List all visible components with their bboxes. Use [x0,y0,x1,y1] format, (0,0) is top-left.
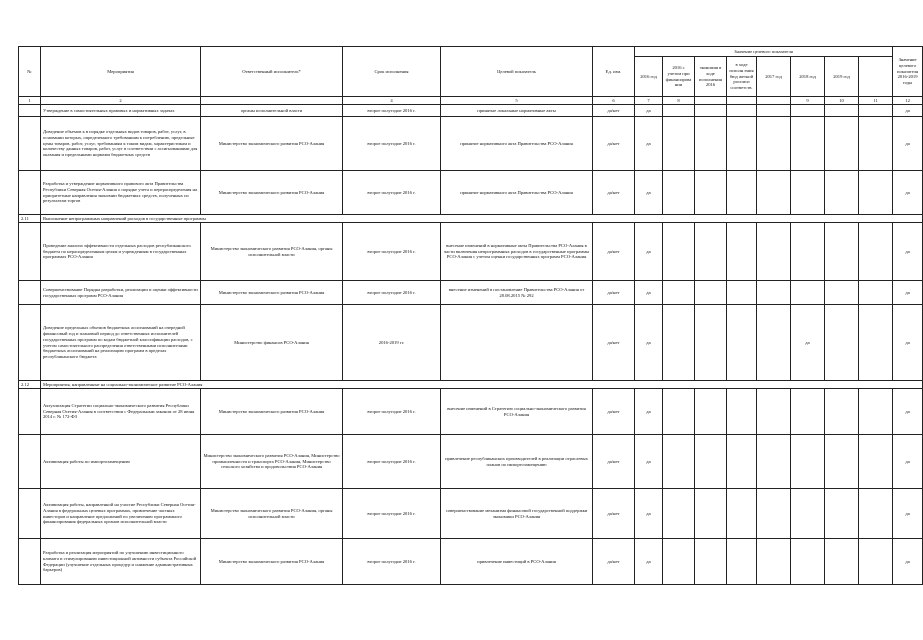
deadline-cell: второе полугодие 2016 г. [343,105,441,117]
activity-cell: Проведение анализа эффективности отдельных расходов республиканского бюджета по нераспределенным целям и учреждениям в государственных программах РСО-Алания [41,223,201,281]
value-2016-reference-cell [727,281,757,305]
header-2019: 2019 год [825,57,859,97]
value-extra-cell [859,389,893,435]
value-2016-cell: да [635,105,663,117]
value-2016-cell: да [635,489,663,539]
total-cell: да [893,489,923,539]
indicator-cell: внесение изменений в постановление Правительства РСО-Алания от 28.08.2015 № 292 [441,281,593,305]
unit-cell: да/нет [593,305,635,381]
total-cell: да [893,171,923,215]
activity-cell: Разработка и утверждение нормативного правового акта Правительства Республики Северная Осетия-Алания о порядке учета и перераспределения на приоритетные направления экономии бюджетных средств, полученных по результатам торгов [41,171,201,215]
value-2016-cell: да [635,435,663,489]
value-2018-cell [791,281,825,305]
table-row [19,117,923,171]
value-2017-cell [757,435,791,489]
value-extra-cell [859,489,893,539]
section-number: 2.12 [19,381,41,389]
row-number [19,305,41,381]
indicator-cell: принятие нормативного акта Правительства РСО-Алания [441,171,593,215]
value-2016-reference-cell [727,171,757,215]
column-number-row [19,97,923,105]
value-2019-cell [825,117,859,171]
deadline-cell: второе полугодие 2016 г. [343,117,441,171]
header-num: № [19,47,41,97]
column-number-cell: 2 [41,97,201,105]
column-number-cell: 1 [19,97,41,105]
table-row [19,489,923,539]
plan-table [18,46,923,585]
activity-cell: Доведение объемов к в порядке отдельных видов товаров, работ, услуг, в основании которых, определенного требованиям к потреблению, предельные цены товаров, работ, услуг, требованиям к таким видам, характеристикам и количеству данных товаров, работ, услуг в соответствии с ассигнованиями для оказания и предельными нормами бюджетных средств [41,117,201,171]
value-2019-cell [825,435,859,489]
column-number-cell [727,97,757,105]
header-deadline: Срок исполнения [343,47,441,97]
row-number [19,117,41,171]
value-extra-cell [859,281,893,305]
value-extra-cell [859,435,893,489]
indicator-cell: привлечение республиканских производителей в реализации отраслевых планов по импортозамещению [441,435,593,489]
value-2016-fact-cell [663,539,695,585]
table-body [19,105,923,585]
value-2016-fact-cell [663,105,695,117]
unit-cell: да/нет [593,117,635,171]
indicator-cell: совершенствование механизма финансовой государственной поддержки экономики РСО-Алания [441,489,593,539]
column-number-cell: 11 [859,97,893,105]
total-cell: да [893,539,923,585]
value-2016-fact-cell [663,117,695,171]
header-responsible: Ответственный исполнитель* [201,47,343,97]
value-2017-cell [757,171,791,215]
unit-cell: да/нет [593,105,635,117]
column-number-cell: 7 [635,97,663,105]
value-2016-reference-cell [727,539,757,585]
row-number [19,389,41,435]
value-2016-reference-cell [727,117,757,171]
value-2017-cell [757,105,791,117]
responsible-cell: Министерство финансов РСО-Алания [201,305,343,381]
column-number-cell: 6 [593,97,635,105]
value-2018-cell [791,117,825,171]
total-cell: да [893,435,923,489]
value-2019-cell [825,489,859,539]
value-2016-fact-cell [663,389,695,435]
deadline-cell: второе полугодие 2016 г. [343,281,441,305]
section-row [19,381,923,389]
row-number [19,435,41,489]
section-row [19,215,923,223]
value-2019-cell [825,389,859,435]
total-cell: да [893,105,923,117]
deadline-cell: второе полугодие 2016 г. [343,539,441,585]
value-2018-cell [791,489,825,539]
column-number-cell: 4 [343,97,441,105]
value-2017-cell [757,389,791,435]
row-number [19,281,41,305]
header-total: Значение целевого показателя 2016-2019 годы [893,47,923,97]
header-2017: 2017 год [757,57,791,97]
value-2019-cell [825,105,859,117]
total-cell: да [893,117,923,171]
value-2016-reference-cell [727,223,757,281]
section-title: Мероприятия, направленные на социально-экономическое развитие РСО-Алания [41,381,923,389]
section-title: Выполнение непрограммных направлений расходов в государственные программы [41,215,923,223]
responsible-cell: Министерство экономического развития РСО-Алания, органы исполнительной власти [201,489,343,539]
activity-cell: Доведение предельных объемов бюджетных ассигнований на очередной финансовый год и плановый период до ответственных исполнителей государственных программ по кодам бюджетной классификации расходов, с учетом самостоятельного распределения ответственными исполнителями бюджетных ассигнований на реализацию программ в пределах республиканского бюджета [41,305,201,381]
value-2016-fact-cell [663,171,695,215]
value-2016-reference-cell [727,435,757,489]
table-row [19,223,923,281]
table-row [19,281,923,305]
deadline-cell: второе полугодие 2016 г. [343,489,441,539]
column-number-cell [695,97,727,105]
activity-cell: Активизация работы по импортозамещению [41,435,201,489]
value-extra-cell [859,305,893,381]
value-2019-cell [825,223,859,281]
value-2017-cell [757,223,791,281]
activity-cell: Актуализация Стратегии социально-экономического развития Республики Северная Осетия-Алания в соответствии с Федеральным законом от 28 июня 2014 г. № 172-ФЗ [41,389,201,435]
value-2016-reference-cell [727,389,757,435]
table-row [19,435,923,489]
value-2016-cell: да [635,305,663,381]
value-2019-cell [825,305,859,381]
responsible-cell: Министерство экономического развития РСО-Алания [201,281,343,305]
row-number [19,539,41,585]
table-row [19,171,923,215]
header-2018: 2018 год [791,57,825,97]
indicator-cell: принятые локальные нормативные акты [441,105,593,117]
table-row [19,305,923,381]
responsible-cell: Министерство экономического развития РСО-Алания, органы исполнительной власти [201,223,343,281]
deadline-cell: второе полугодие 2016 г. [343,223,441,281]
value-extra-cell [859,171,893,215]
value-2016-economy-cell [695,305,727,381]
unit-cell: да/нет [593,281,635,305]
value-extra-cell [859,117,893,171]
value-2016-economy-cell [695,105,727,117]
value-2016-cell: да [635,389,663,435]
header-2016-economy: экономия в ходе исполнения 2016 [695,57,727,97]
header-2016-fact: 2016 с учетом при финансирова нии [663,57,695,97]
value-2016-economy-cell [695,117,727,171]
column-number-cell: 10 [825,97,859,105]
table-row [19,105,923,117]
value-2016-reference-cell [727,105,757,117]
total-cell: да [893,223,923,281]
section-number: 2.11 [19,215,41,223]
column-number-cell [757,97,791,105]
unit-cell: да/нет [593,389,635,435]
indicator-cell: внесение изменений в нормативные акты Правительства РСО-Алания в части включения непрограммных расходов в государственные программы РСО-Алания с учетом оценки государственных программ РСО-Алания [441,223,593,281]
value-2016-economy-cell [695,223,727,281]
value-2019-cell [825,539,859,585]
column-number-cell [201,97,343,105]
unit-cell: да/нет [593,539,635,585]
unit-cell: да/нет [593,171,635,215]
row-number [19,223,41,281]
plan-sheet [18,46,923,585]
header-2016: 2016 год [635,57,663,97]
value-2016-fact-cell [663,489,695,539]
value-2018-cell [791,435,825,489]
value-2016-cell: да [635,117,663,171]
value-2018-cell [791,171,825,215]
responsible-cell: органы исполнительной власти [201,105,343,117]
column-number-cell: 8 [663,97,695,105]
row-number [19,105,41,117]
value-2016-cell: да [635,539,663,585]
value-2016-economy-cell [695,539,727,585]
header-activity: Мероприятия [41,47,201,97]
value-2016-reference-cell [727,489,757,539]
unit-cell: да/нет [593,489,635,539]
value-2018-cell [791,105,825,117]
column-number-cell: 5 [441,97,593,105]
value-2018-cell [791,223,825,281]
value-extra-cell [859,539,893,585]
row-number [19,171,41,215]
table-row [19,539,923,585]
responsible-cell: Министерство экономического развития РСО-Алания [201,389,343,435]
total-cell: да [893,389,923,435]
table-row [19,389,923,435]
unit-cell: да/нет [593,223,635,281]
header-2016-reference: в ходе исполн ения бюд жетной росписи соответств. [727,57,757,97]
total-cell: да [893,281,923,305]
value-2017-cell [757,539,791,585]
value-2017-cell [757,281,791,305]
value-2017-cell [757,117,791,171]
activity-cell: Утверждение в самостоятельных правовых и нормативных задачах [41,105,201,117]
indicator-cell [441,305,593,381]
value-2016-economy-cell [695,281,727,305]
value-2017-cell [757,489,791,539]
header-indicator: Целевой показатель [441,47,593,97]
column-number-cell: 12 [893,97,923,105]
responsible-cell: Министерство экономического развития РСО-Алания, Министерство промышленности и транспорта РСО-Алания, Министерство сельского хозяйства и продовольствия РСО-Алания [201,435,343,489]
deadline-cell: 2016-2019 гг. [343,305,441,381]
row-number [19,489,41,539]
value-2016-economy-cell [695,435,727,489]
value-2018-cell: да [791,305,825,381]
value-2016-reference-cell [727,305,757,381]
value-2016-economy-cell [695,389,727,435]
value-2016-fact-cell [663,305,695,381]
activity-cell: Совершенствование Порядка разработки, реализации и оценки эффективности государственных программ РСО-Алания [41,281,201,305]
column-number-cell: 9 [791,97,825,105]
indicator-cell: принятие нормативного акта Правительства РСО-Алания [441,117,593,171]
header-unit: Ед. изм. [593,47,635,97]
responsible-cell: Министерство экономического развития РСО-Алания [201,539,343,585]
value-2016-cell: да [635,223,663,281]
indicator-cell: привлечение инвестиций в РСО-Алания [441,539,593,585]
indicator-cell: внесение изменений в Стратегию социально-экономического развития РСО-Алания [441,389,593,435]
value-2016-cell: да [635,171,663,215]
value-2016-fact-cell [663,281,695,305]
responsible-cell: Министерство экономического развития РСО-Алания [201,117,343,171]
value-2019-cell [825,281,859,305]
total-cell: да [893,305,923,381]
deadline-cell: второе полугодие 2016 г. [343,435,441,489]
value-2016-cell: да [635,281,663,305]
value-2018-cell [791,539,825,585]
unit-cell: да/нет [593,435,635,489]
value-2016-fact-cell [663,435,695,489]
value-extra-cell [859,105,893,117]
value-2019-cell [825,171,859,215]
value-2016-fact-cell [663,223,695,281]
value-2017-cell [757,305,791,381]
header-values-group: Значение целевого показателя [635,47,893,57]
activity-cell: Разработка и реализация мероприятий по улучшению инвестиционного климата и стимулированию инвестиционной активности субъекта Российской Федерации (улучшение отдельных процедур и снижение административных барьеров) [41,539,201,585]
deadline-cell: второе полугодие 2016 г. [343,171,441,215]
value-extra-cell [859,223,893,281]
value-2016-economy-cell [695,489,727,539]
value-2018-cell [791,389,825,435]
value-2016-economy-cell [695,171,727,215]
activity-cell: Активизация работы, направленной на участие Республики Северная Осетия-Алания в федеральных целевых программах, привлечение частных инвесторов и направление предложений по увеличению программного финансирования федеральных органов исполнительной власти [41,489,201,539]
responsible-cell: Министерство экономического развития РСО-Алания [201,171,343,215]
deadline-cell: второе полугодие 2016 г. [343,389,441,435]
